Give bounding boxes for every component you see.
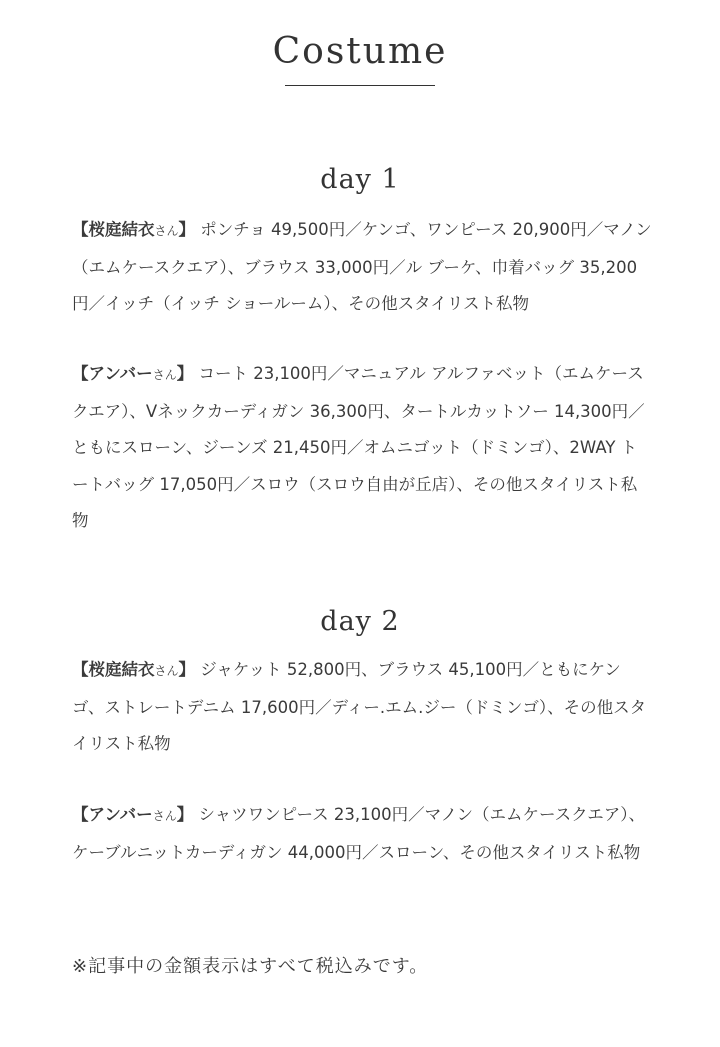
- credit-bracket-close: 】: [176, 805, 194, 824]
- tax-note: ※記事中の金額表示はすべて税込みです。: [72, 956, 429, 977]
- credit-honorific: さん: [154, 664, 179, 678]
- credit-bracket-open: 【: [72, 364, 89, 383]
- day-1-heading: day 1: [320, 164, 400, 195]
- credit-person-name: 桜庭結衣: [88, 660, 155, 679]
- credit-honorific: さん: [154, 224, 179, 238]
- credit-bracket-close: 】: [176, 364, 194, 383]
- credit-bracket-open: 【: [72, 805, 89, 824]
- credit-bracket-close: 】: [178, 220, 196, 239]
- day-2-heading: day 2: [320, 606, 400, 637]
- credit-bracket-open: 【: [72, 220, 89, 239]
- credit-honorific: さん: [152, 368, 177, 382]
- title-underline: [285, 85, 435, 86]
- credit-person-name: アンバー: [88, 805, 153, 824]
- credit-items-text: ジャケット 52,800円、ブラウス 45,100円／ともにケンゴ、ストレートデニム 17,600円／ディー.エム.ジー（ドミンゴ）、その他スタイリスト私物: [72, 660, 647, 753]
- credit-items-text: コート 23,100円／マニュアル アルファベット（エムケースクエア）、Vネックカーディガン 36,300円、タートルカットソー 14,300円／ともにスローン、ジーンズ 21,450円／オムニゴット（ドミンゴ）、2WAY トートバッグ 17,050円／スロウ（スロウ自由が丘店）、その他スタイリスト私物: [72, 364, 645, 530]
- credit-sakuraba-day2: [72, 652, 652, 763]
- credit-person-name: 桜庭結衣: [88, 220, 155, 239]
- credit-items-text: ポンチョ 49,500円／ケンゴ、ワンピース 20,900円／マノン（エムケースクエア）、ブラウス 33,000円／ル ブーケ、巾着バッグ 35,200円／イッチ（イッチ ショールーム）、その他スタイリスト私物: [72, 220, 652, 313]
- credit-person-name: アンバー: [88, 364, 153, 383]
- credit-bracket-open: 【: [72, 660, 89, 679]
- credit-amber-day2: [72, 797, 652, 871]
- credit-sakuraba-day1: [72, 212, 652, 323]
- page-title: Costume: [272, 31, 448, 72]
- credit-amber-day1: [72, 356, 652, 540]
- credit-bracket-close: 】: [178, 660, 196, 679]
- credit-items-text: シャツワンピース 23,100円／マノン（エムケースクエア）、ケーブルニットカーディガン 44,000円／スローン、その他スタイリスト私物: [72, 805, 646, 862]
- credit-honorific: さん: [152, 809, 177, 823]
